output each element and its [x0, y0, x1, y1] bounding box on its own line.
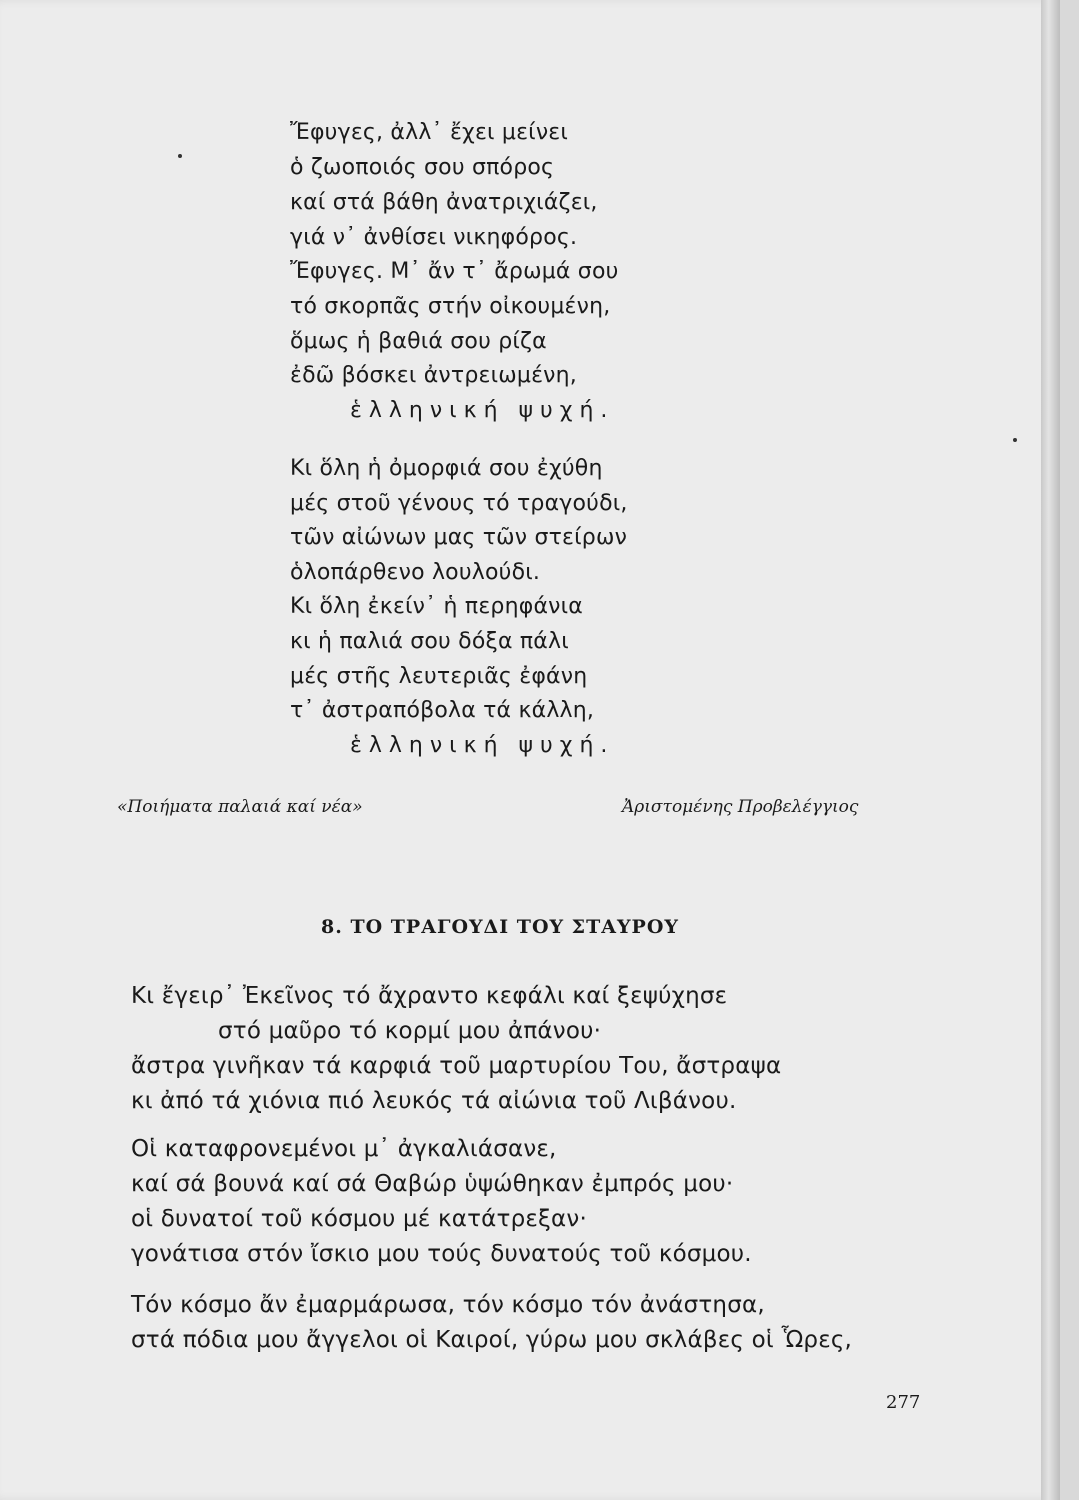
- poem-line: γονάτισα στόν ἴσκιο μου τούς δυνατούς τοῦ κόσμου.: [131, 1241, 752, 1267]
- poem-line: στό μαῦρο τό κορμί μου ἀπάνου·: [218, 1018, 602, 1044]
- poem-line: Ἔφυγες, ἀλλ᾽ ἔχει μείνει: [290, 120, 569, 145]
- page-edge: [1041, 0, 1060, 1500]
- poem-line: κι ἡ παλιά σου δόξα πάλι: [290, 629, 569, 654]
- poem-line: Ἔφυγες. Μ᾽ ἄν τ᾽ ἄρωμά σου: [290, 259, 619, 284]
- refrain-line: ἑλληνική ψυχή.: [350, 733, 615, 758]
- poem-line: ὁ ζωοποιός σου σπόρος: [290, 155, 555, 180]
- author-name: Ἀριστομένης Προβελέγγιος: [622, 797, 859, 817]
- stray-mark: [178, 154, 182, 158]
- poem-line: τῶν αἰώνων μας τῶν στείρων: [290, 525, 628, 550]
- poem-line: καί στά βάθη ἀνατριχιάζει,: [290, 190, 598, 215]
- poem-line: γιά ν᾽ ἀνθίσει νικηφόρος.: [290, 225, 578, 250]
- poem-line: τό σκορπᾶς στήν οἰκουμένη,: [290, 294, 611, 319]
- source-citation: «Ποιήματα παλαιά καί νέα»: [117, 797, 363, 817]
- poem-line: μές στοῦ γένους τό τραγούδι,: [290, 491, 628, 516]
- poem-line: ἄστρα γινῆκαν τά καρφιά τοῦ μαρτυρίου Του, ἄστραψα: [131, 1053, 782, 1079]
- stray-mark: [1013, 438, 1017, 442]
- poem-line: Κι ἔγειρ᾽ Ἐκεῖνος τό ἄχραντο κεφάλι καί ξεψύχησε: [131, 983, 728, 1009]
- refrain-line: ἑλληνική ψυχή.: [350, 398, 615, 423]
- section-heading: 8. ΤΟ ΤΡΑΓΟΥΔΙ ΤΟΥ ΣΤΑΥΡΟΥ: [321, 916, 679, 938]
- poem-line: οἱ δυνατοί τοῦ κόσμου μέ κατάτρεξαν·: [131, 1206, 587, 1232]
- poem-line: Τόν κόσμο ἄν ἐμαρμάρωσα, τόν κόσμο τόν ἀνάστησα,: [131, 1292, 765, 1318]
- poem-line: ὅμως ἡ βαθιά σου ρίζα: [290, 329, 547, 354]
- poem-line: ὁλοπάρθενο λουλούδι.: [290, 560, 541, 585]
- poem-line: τ᾽ ἀστραπόβολα τά κάλλη,: [290, 698, 595, 723]
- poem-line: Κι ὅλη ἐκείν᾽ ἡ περηφάνια: [290, 594, 583, 619]
- poem-line: ἐδῶ βόσκει ἀντρειωμένη,: [290, 363, 577, 388]
- poem-line: μές στῆς λευτεριᾶς ἐφάνη: [290, 664, 588, 689]
- page-number: 277: [886, 1392, 921, 1413]
- poem-line: Οἱ καταφρονεμένοι μ᾽ ἀγκαλιάσανε,: [131, 1136, 557, 1162]
- poem-line: στά πόδια μου ἄγγελοι οἱ Καιροί, γύρω μου σκλάβες οἱ Ὧρες,: [131, 1327, 853, 1353]
- poem-line: καί σά βουνά καί σά Θαβώρ ὑψώθηκαν ἐμπρός μου·: [131, 1171, 734, 1197]
- poem-line: Κι ὅλη ἡ ὀμορφιά σου ἐχύθη: [290, 456, 603, 481]
- poem-line: κι ἀπό τά χιόνια πιό λευκός τά αἰώνια τοῦ Λιβάνου.: [131, 1088, 737, 1114]
